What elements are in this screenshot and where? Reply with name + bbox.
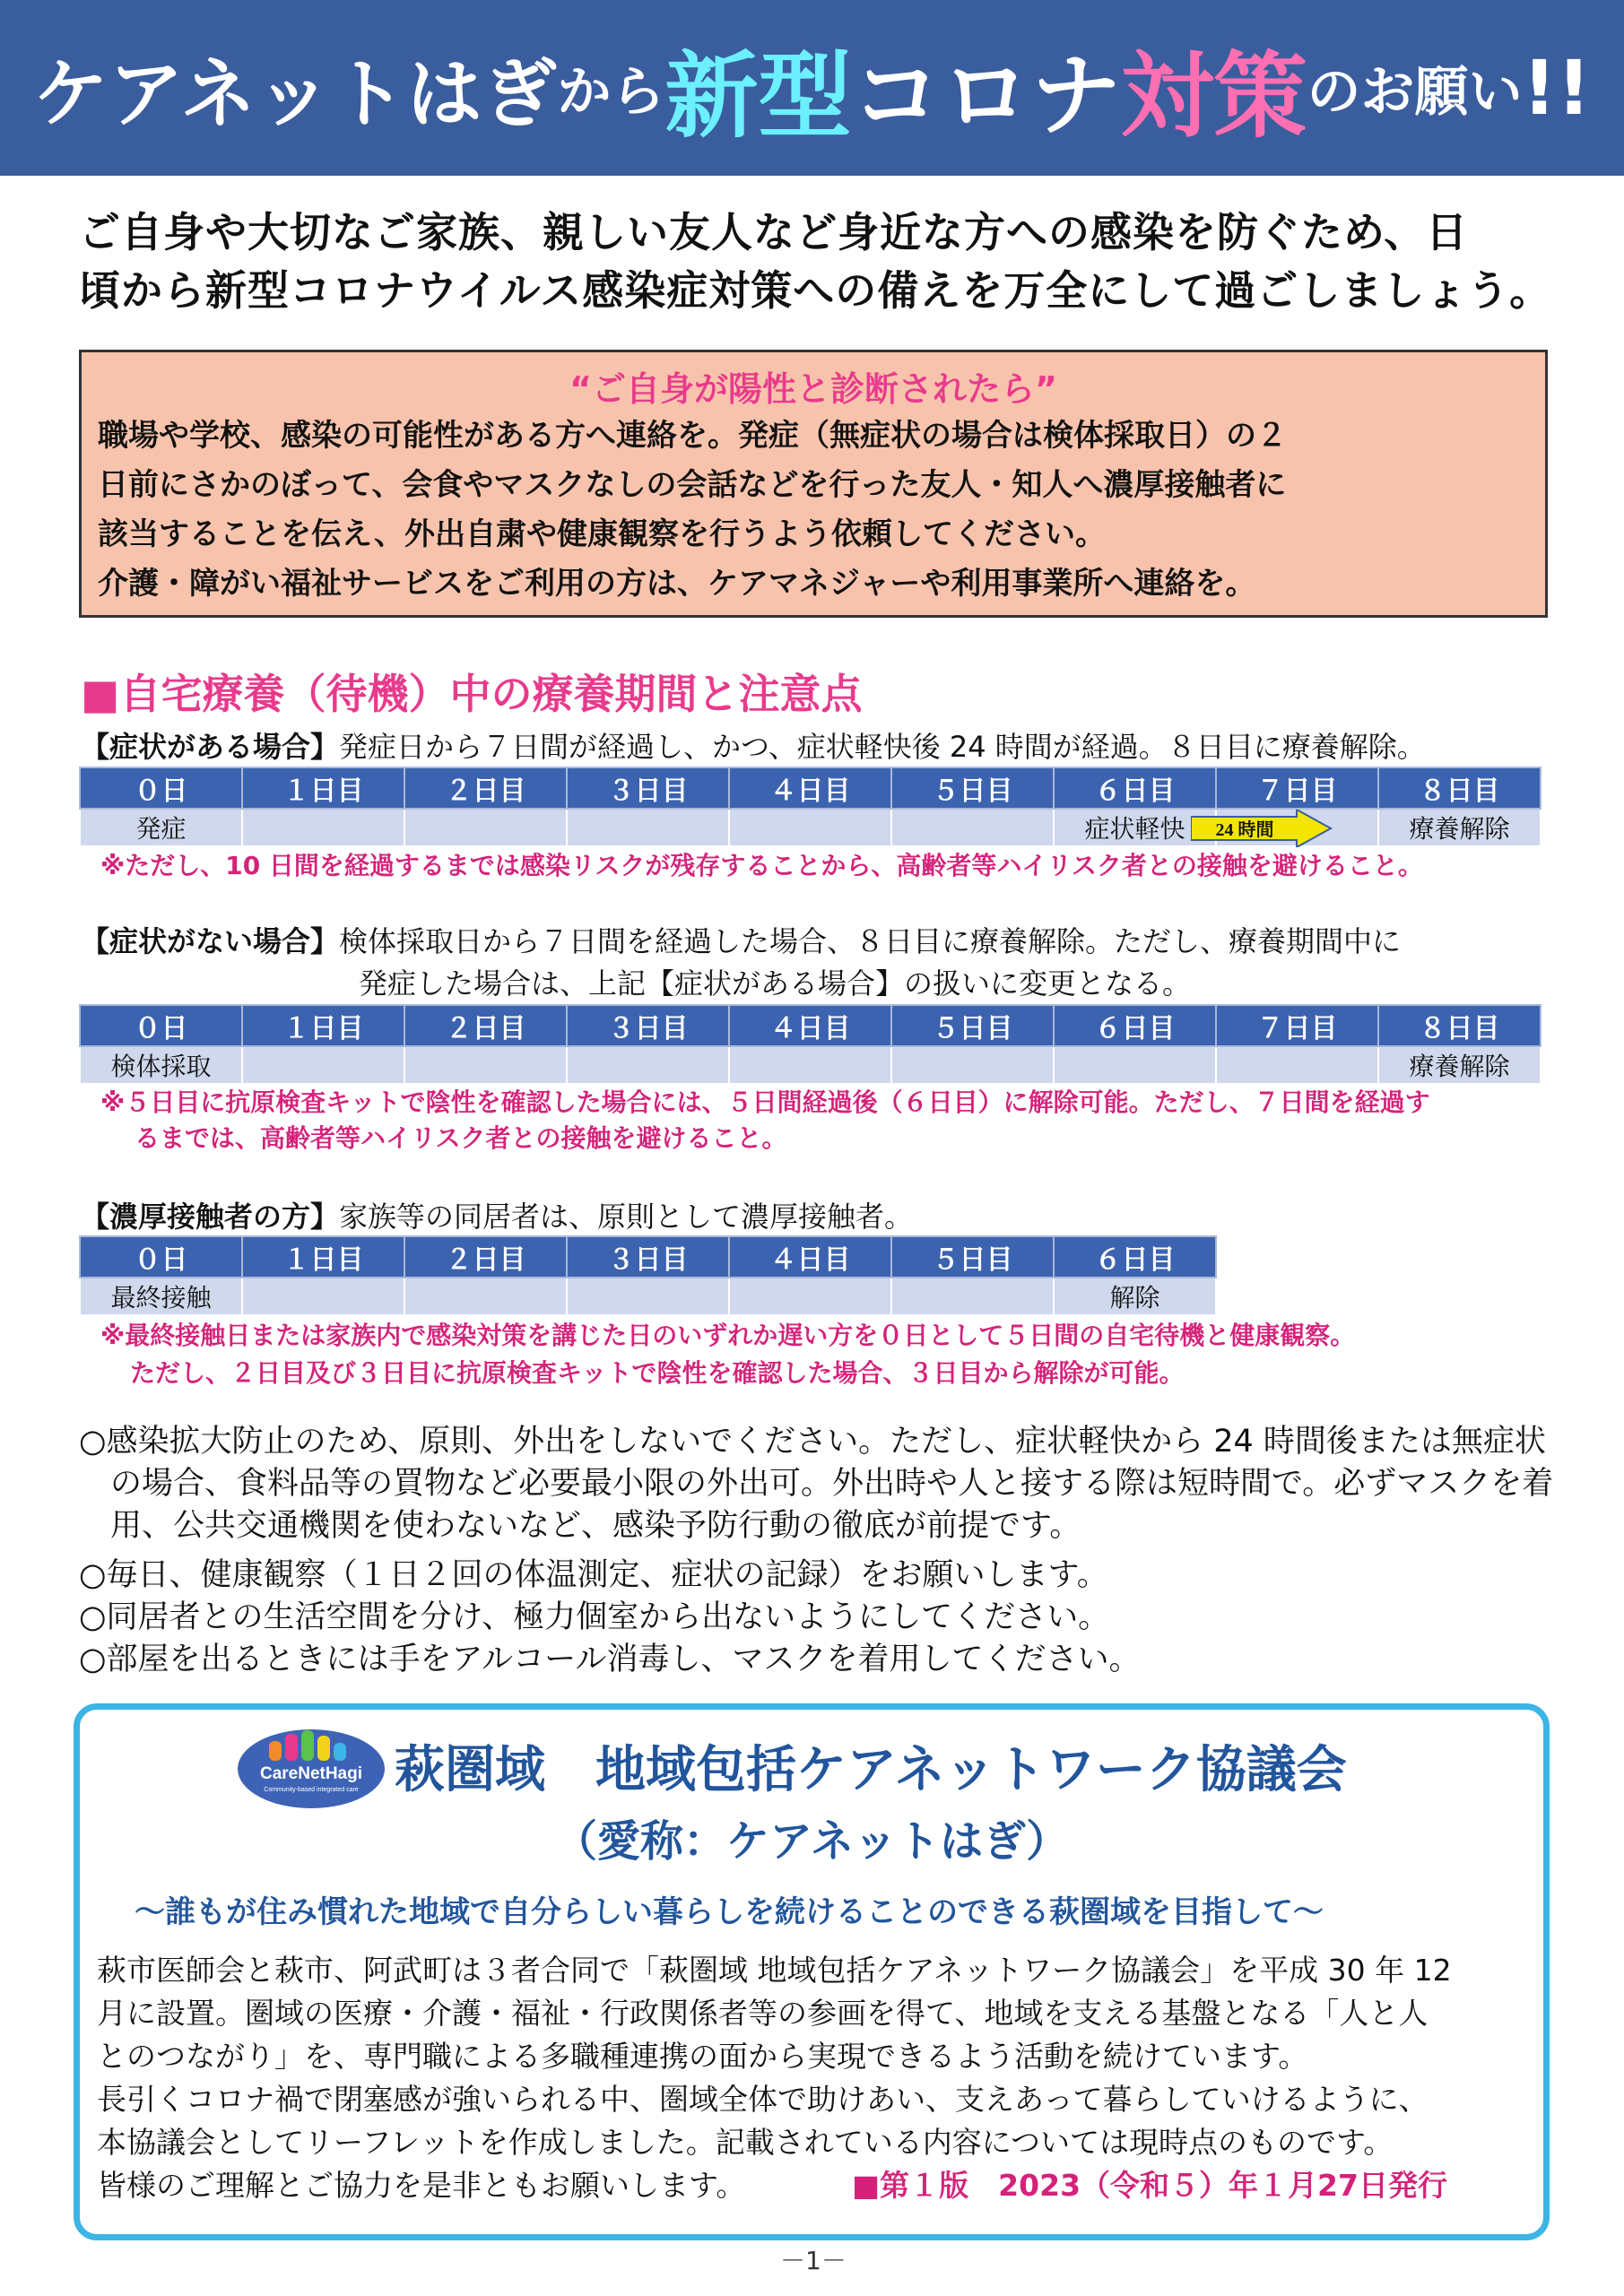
case2-day-cell: ３日目 xyxy=(567,1005,729,1046)
header-title-part7: !! xyxy=(1522,44,1592,132)
positive-box-title: “ご自身が陽性と診断されたら” xyxy=(569,369,1057,409)
case1-event-cell: 症状軽快 xyxy=(1054,809,1216,846)
case2-event-cell: 療養解除 xyxy=(1378,1046,1541,1084)
case1-event-cell: 療養解除 xyxy=(1378,809,1541,846)
case2-event-cell xyxy=(1054,1046,1216,1084)
case2-day-cell: ４日目 xyxy=(729,1005,891,1046)
case2-event-cell xyxy=(729,1046,891,1084)
case1-event-cell xyxy=(404,809,567,846)
edition-info: ■第１版 2023（令和５）年１月27日発行 xyxy=(852,2168,1447,2203)
case3-day-cell: ２日目 xyxy=(404,1236,567,1278)
case3-event-cell xyxy=(729,1278,891,1315)
positive-box-line-2: 日前にさかのぼって、会食やマスクなしの会話などを行った友人・知人へ濃厚接触者に xyxy=(98,467,1287,503)
logo-text: CareNetHagi xyxy=(259,1764,363,1783)
case2-desc-2: 発症した場合は、上記【症状がある場合】の扱いに変更となる。 xyxy=(359,966,1192,1001)
header-title-part3: 新型 xyxy=(664,41,852,151)
case3-day-cell: １日目 xyxy=(242,1236,404,1278)
case2-event-cell xyxy=(567,1046,729,1084)
case2-day-cell: ２日目 xyxy=(404,1005,567,1046)
case3-event-cell: 解除 xyxy=(1054,1278,1216,1315)
section-title: ■自宅療養（待機）中の療養期間と注意点 xyxy=(81,670,863,718)
case2-day-cell: ５日目 xyxy=(891,1005,1054,1046)
organization-text-line: 皆様のご理解とご協力を是非ともお願いします。 xyxy=(97,2168,746,2203)
case1-day-cell: ４日目 xyxy=(729,767,891,809)
header-banner xyxy=(0,0,1624,176)
case1-day-cell: ６日目 xyxy=(1054,767,1216,809)
positive-box-line-1: 職場や学校、感染の可能性がある方へ連絡を。発症（無症状の場合は検体採取日）の２ xyxy=(98,418,1287,454)
case3-event-cell xyxy=(242,1278,404,1315)
case3-event-cell xyxy=(891,1278,1054,1315)
case1-event-cell: 発症 xyxy=(80,809,242,846)
case3-event-cell xyxy=(404,1278,567,1315)
case1-day-cell: ２日目 xyxy=(404,767,567,809)
case1-note: ※ただし、10 日間を経過するまでは感染リスクが残存することから、高齢者等ハイリスク者との接触を避けること。 xyxy=(100,851,1423,880)
case1-day-cell: ７日目 xyxy=(1216,767,1378,809)
bullet-line: ○感染拡大防止のため、原則、外出をしないでください。ただし、症状軽快から 24 時間後または無症状 xyxy=(79,1424,1546,1460)
header-title-part1: ケアネットはぎ xyxy=(32,49,558,138)
positive-diagnosis-box xyxy=(79,350,1548,618)
bullet-line: ○同居者との生活空間を分け、極力個室から出ないようにしてください。 xyxy=(79,1599,1110,1635)
case2-note-1: ※５日目に抗原検査キットで陰性を確認した場合には、５日間経過後（６日目）に解除可能。ただし、７日間を経過す xyxy=(100,1087,1430,1117)
case2-day-cell: ７日目 xyxy=(1216,1005,1378,1046)
positive-box-line-4: 介護・障がい福祉サービスをご利用の方は、ケアマネジャーや利用事業所へ連絡を。 xyxy=(98,566,1256,602)
case3-day-cell: ６日目 xyxy=(1054,1236,1216,1278)
intro-line-1: ご自身や大切なご家族、親しい友人など身近な方への感染を防ぐため、日 xyxy=(79,208,1469,256)
positive-box-line-3: 該当することを伝え、外出自粛や健康観察を行うよう依頼してください。 xyxy=(98,516,1107,552)
case3-label: 【濃厚接触者の方】 xyxy=(81,1200,340,1234)
case1-day-cell: ３日目 xyxy=(567,767,729,809)
case1-day-cell: ８日目 xyxy=(1378,767,1541,809)
case2-day-cell: １日目 xyxy=(242,1005,404,1046)
organization-title: 萩圏域 地域包括ケアネットワーク協議会 xyxy=(395,1741,1347,1799)
case3-day-cell: ０日 xyxy=(80,1236,242,1278)
arrow-label: 24 時間 xyxy=(1215,820,1274,840)
case2-timeline-table xyxy=(79,1004,1541,1085)
case3-heading xyxy=(81,1194,913,1235)
case3-note-1: ※最終接触日または家族内で感染対策を講じた日のいずれか遅い方を０日として５日間の自宅待機と健康観察。 xyxy=(100,1321,1356,1350)
organization-text-line: 月に設置。圏域の医療・介護・福祉・行政関係者等の参画を得て、地域を支える基盤となる「人と人 xyxy=(97,1996,1429,2031)
case3-day-cell: ４日目 xyxy=(729,1236,891,1278)
bullet-line: の場合、食料品等の買物など必要最小限の外出可。外出時や人と接する際は短時間で。必ずマスクを着 xyxy=(79,1466,1554,1502)
header-title-part2: から xyxy=(557,61,665,124)
case3-day-cell: ５日目 xyxy=(891,1236,1054,1278)
case2-desc-1: 検体採取日から７日間を経過した場合、８日目に療養解除。ただし、療養期間中に xyxy=(339,924,1402,958)
case3-timeline-table xyxy=(79,1235,1217,1316)
case1-event-cell xyxy=(891,809,1054,846)
page-number: －1－ xyxy=(780,2246,847,2275)
header-title-part6: のお願い xyxy=(1307,61,1523,124)
header-title-part5: 対策 xyxy=(1120,41,1307,151)
case2-event-cell: 検体採取 xyxy=(80,1046,242,1084)
bullet-line: 用、公共交通機関を使わないなど、感染予防行動の徹底が前提です。 xyxy=(79,1508,1081,1544)
case1-day-cell: １日目 xyxy=(242,767,404,809)
organization-text-line: 本協議会としてリーフレットを作成しました。記載されている内容については現時点のものです。 xyxy=(97,2125,1394,2160)
bullet-line: ○部屋を出るときには手をアルコール消毒し、マスクを着用してください。 xyxy=(79,1642,1141,1677)
bullet-line: ○毎日、健康観察（１日２回の体温測定、症状の記録）をお願いします。 xyxy=(79,1557,1108,1593)
case3-note-2: ただし、２日目及び３日目に抗原検査キットで陰性を確認した場合、３日目から解除が可能。 xyxy=(130,1358,1185,1388)
case2-note-2: るまでは、高齢者等ハイリスク者との接触を避けること。 xyxy=(135,1123,787,1153)
case2-event-cell xyxy=(404,1046,567,1084)
case3-event-cell: 最終接触 xyxy=(80,1278,242,1315)
carenethagi-logo-icon xyxy=(235,1720,387,1809)
case2-day-cell: ８日目 xyxy=(1378,1005,1541,1046)
intro-line-2: 頃から新型コロナウイルス感染症対策への備えを万全にして過ごしましょう。 xyxy=(79,266,1552,315)
case2-event-cell xyxy=(891,1046,1054,1084)
case1-day-cell: ０日 xyxy=(80,767,242,809)
organization-nickname: （愛称：ケアネットはぎ） xyxy=(554,1816,1070,1867)
case3-day-cell: ３日目 xyxy=(567,1236,729,1278)
case1-desc: 発症日から７日間が経過し、かつ、症状軽快後 24 時間が経過。８日目に療養解除。 xyxy=(339,730,1426,764)
case1-label: 【症状がある場合】 xyxy=(81,730,340,764)
logo-subtext: Community-based integrated care xyxy=(264,1787,359,1793)
header-title-part4: コロナ xyxy=(851,43,1121,148)
case1-event-cell xyxy=(242,809,404,846)
organization-text-line: 長引くコロナ禍で閉塞感が強いられる中、圏域全体で助けあい、支えあって暮らしていけるように、 xyxy=(97,2082,1429,2117)
case1-event-cell xyxy=(567,809,729,846)
organization-text-line: 萩市医師会と萩市、阿武町は３者合同で「萩圏域 地域包括ケアネットワーク協議会」を平成 30 年 12 xyxy=(97,1953,1452,1988)
24-hour-arrow-icon xyxy=(1191,810,1334,847)
case2-event-cell xyxy=(1216,1046,1378,1084)
case3-event-cell xyxy=(567,1278,729,1315)
case1-heading xyxy=(81,724,1426,766)
organization-text-line: とのつながり」を、専門職による多職種連携の面から実現できるよう活動を続けています。 xyxy=(97,2039,1308,2074)
case1-event-cell xyxy=(729,809,891,846)
case2-day-cell: ０日 xyxy=(80,1005,242,1046)
case3-desc: 家族等の同居者は、原則として濃厚接触者。 xyxy=(339,1200,914,1234)
case2-event-cell xyxy=(242,1046,404,1084)
case1-day-cell: ５日目 xyxy=(891,767,1054,809)
case2-label: 【症状がない場合】 xyxy=(81,924,340,958)
organization-motto: ～誰もが住み慣れた地域で自分らしい暮らしを続けることのできる萩圏域を目指して～ xyxy=(135,1894,1324,1930)
case2-heading xyxy=(81,919,1401,960)
case2-day-cell: ６日目 xyxy=(1054,1005,1216,1046)
